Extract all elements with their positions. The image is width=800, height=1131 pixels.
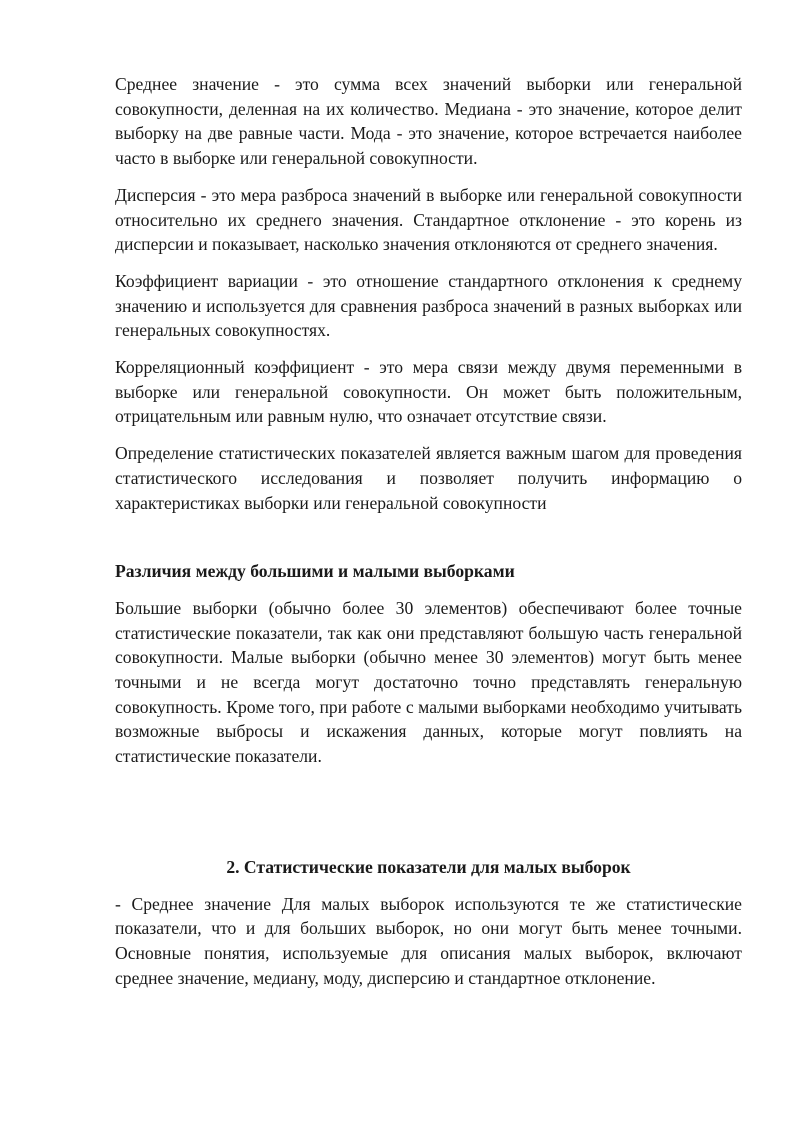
paragraph-variance-std: Дисперсия - это мера разброса значений в выборке или генеральной совокупности относительно их среднего значения. Стандартное отклонение - это корень из дисперсии и показывает, насколько значения отклоняются от среднего значения. [115, 184, 742, 255]
paragraph-definition-importance: Определение статистических показателей является важным шагом для проведения статистического исследования и позволяет получить информацию о характеристиках выборки или генеральной совокупности [115, 443, 742, 513]
section-heading-small-sample-stats: 2. Статистические показатели для малых выборок [226, 856, 631, 877]
paragraph-correlation: Корреляционный коэффициент - это мера связи между двумя переменными в выборке или генеральной совокупности. Он может быть положительным, отрицательным или равным нулю, что означает отсутствие связи. [115, 357, 742, 427]
paragraph-coefficient-variation: Коэффициент вариации - это отношение стандартного отклонения к среднему значению и используется для сравнения разброса значений в разных выборках или генеральных совокупностях. [115, 270, 742, 341]
paragraph-small-sample-stats: - Среднее значение Для малых выборок используются те же статистические показатели, что и для больших выборок, но они могут быть менее точными. Основные понятия, используемые для описания малых выборок, включают среднее значение, медиану, моду, дисперсию и стандартное отклонение. [115, 893, 742, 988]
paragraph-mean-median-mode: Среднее значение - это сумма всех значений выборки или генеральной совокупности, деленная на их количество. Медиана - это значение, которое делит выборку на две равные части. Мода - это значение, которое встречается наиболее часто в выборке или генеральной совокупности. [115, 74, 742, 169]
document-page [115, 72, 742, 1002]
paragraph-large-vs-small: Большие выборки (обычно более 30 элементов) обеспечивают более точные статистические показатели, так как они представляют большую часть генеральной совокупности. Малые выборки (обычно менее 30 элементов) могут быть менее точными и не всегда могут достаточно точно представлять генеральную совокупность. Кроме того, при работе с малыми выборками необходимо учитывать возможные выбросы и искажения данных, которые могут повлиять на статистические показатели. [115, 597, 742, 767]
section-heading-large-vs-small: Различия между большими и малыми выборками [115, 561, 515, 582]
